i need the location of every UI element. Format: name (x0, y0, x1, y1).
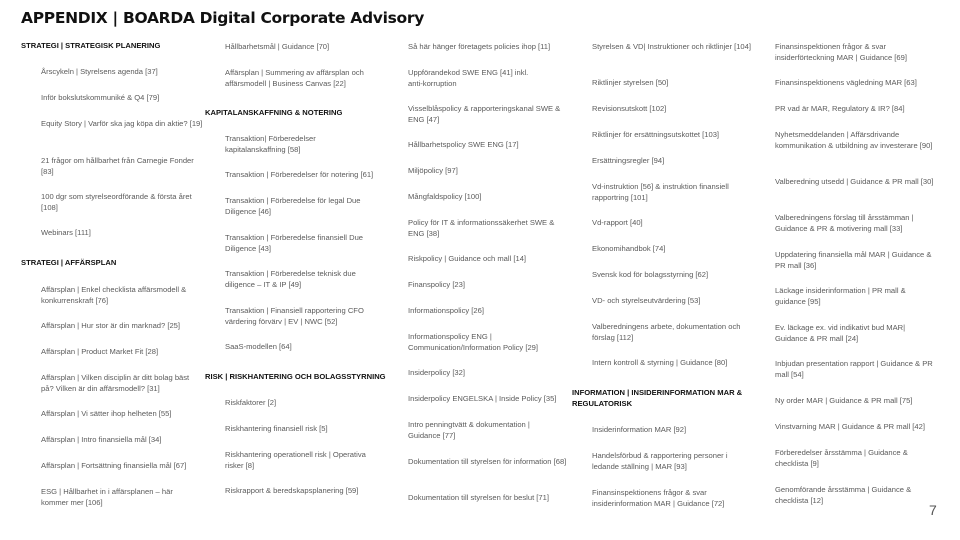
list-item[interactable]: Affärsplan | Summering av affärsplan och affärsmodell | Business Canvas [22] (225, 68, 364, 88)
list-item[interactable]: Finansinspektionens frågor & svar insiderinformation MAR | Guidance [72] (592, 488, 725, 508)
list-item[interactable]: Ekonomihandbok [74] (592, 244, 666, 253)
list-item[interactable]: Mångfaldspolicy [100] (408, 192, 482, 201)
section-heading: STRATEGI | AFFÄRSPLAN (21, 258, 117, 267)
list-item[interactable]: Transaktion| Förberedelser kapitalanskaffning [58] (225, 134, 316, 154)
list-item[interactable]: Affärsplan | Intro finansiella mål [34] (41, 435, 162, 444)
list-item[interactable]: Affärsplan | Vi sätter ihop helheten [55] (41, 409, 172, 418)
list-item[interactable]: Affärsplan | Vilken disciplin är ditt bolag bäst på? Vilken är din affärsmodell? [31] (41, 373, 190, 393)
list-item[interactable]: Vinstvarning MAR | Guidance & PR mall [42] (775, 422, 925, 431)
list-item[interactable]: Riskhantering operationell risk | Operativa risker [8] (225, 450, 366, 470)
list-item[interactable]: Transaktion | Förberedelse finansiell Due Diligence [43] (225, 233, 364, 253)
list-item[interactable]: Inför bokslutskommuniké & Q4 [79] (41, 93, 160, 102)
list-item[interactable]: Så här hänger företagets policies ihop [11] (408, 42, 551, 51)
section-heading: INFORMATION | INSIDERINFORMATION MAR & REGULATORISK (572, 388, 743, 408)
list-item[interactable]: PR vad är MAR, Regulatory & IR? [84] (775, 104, 905, 113)
section-heading: KAPITALANSKAFFNING & NOTERING (205, 108, 343, 117)
list-item[interactable]: Handelsförbud & rapportering personer i ledande ställning | MAR [93] (592, 451, 728, 471)
list-item[interactable]: Insiderpolicy ENGELSKA | Inside Policy [35] (408, 394, 557, 403)
list-item[interactable]: Informationspolicy ENG | Communication/Information Policy [29] (408, 332, 538, 352)
list-item[interactable]: Hållbarhetspolicy SWE ENG [17] (408, 140, 519, 149)
list-item[interactable]: Hållbarhetsmål | Guidance [70] (225, 42, 330, 51)
list-item[interactable]: Transaktion | Finansiell rapportering CFO värdering förvärv | EV | NWC [52] (225, 306, 364, 326)
list-item[interactable]: Dokumentation till styrelsen för beslut [71] (408, 493, 549, 502)
list-item[interactable]: Valberedning utsedd | Guidance & PR mall [30] (775, 177, 934, 186)
section-heading: RISK | RISKHANTERING OCH BOLAGSSTYRNING (205, 372, 386, 381)
list-item[interactable]: Affärsplan | Hur stor är din marknad? [25] (41, 321, 181, 330)
list-item[interactable]: Genomförande årsstämma | Guidance & checklista [12] (775, 485, 912, 505)
list-item[interactable]: Riskhantering finansiell risk [5] (225, 424, 328, 433)
list-item[interactable]: Nyhetsmeddelanden | Affärsdrivande kommunikation & utbildning av investerare [90] (775, 130, 933, 150)
list-item[interactable]: VD- och styrelseutvärdering [53] (592, 296, 701, 305)
list-item[interactable]: Revisionsutskott [102] (592, 104, 667, 113)
list-item[interactable]: Finansinspektionen frågor & svar insiderförteckning MAR | Guidance [69] (775, 42, 907, 62)
list-item[interactable]: Insiderinformation MAR [92] (592, 425, 687, 434)
list-item[interactable]: Affärsplan | Fortsättning finansiella mål [67] (41, 461, 187, 470)
list-item[interactable]: Ev. läckage ex. vid indikativt bud MAR| Guidance & PR mall [24] (775, 323, 906, 343)
list-item[interactable]: Valberedningens arbete, dokumentation och förslag [112] (592, 322, 741, 342)
list-item[interactable]: 21 frågor om hållbarhet från Carnegie Fonder [83] (41, 156, 194, 176)
list-item[interactable]: 100 dgr som styrelseordförande & första året [108] (41, 192, 192, 212)
list-item[interactable]: ESG | Hållbarhet in i affärsplanen – här kommer mer [106] (41, 487, 173, 507)
list-item[interactable]: Miljöpolicy [97] (408, 166, 458, 175)
list-item[interactable]: Policy för IT & informationssäkerhet SWE & ENG [38] (408, 218, 555, 238)
list-item[interactable]: Riskpolicy | Guidance och mall [14] (408, 254, 527, 263)
list-item[interactable]: Läckage insiderinformation | PR mall & guidance [95] (775, 286, 906, 306)
list-item[interactable]: Insiderpolicy [32] (408, 368, 465, 377)
list-item[interactable]: Riktlinjer styrelsen [50] (592, 78, 669, 87)
list-item[interactable]: Styrelsen & VD| Instruktioner och riktlinjer [104] (592, 42, 751, 51)
list-item[interactable]: Equity Story | Varför ska jag köpa din aktie? [19] (41, 119, 203, 128)
page-title: APPENDIX | BOARDA Digital Corporate Advisory (21, 9, 425, 27)
list-item[interactable]: Dokumentation till styrelsen för information [68] (408, 457, 567, 466)
section-heading: STRATEGI | STRATEGISK PLANERING (21, 41, 161, 50)
list-item[interactable]: Visselblåspolicy & rapporteringskanal SWE & ENG [47] (408, 104, 561, 124)
list-item[interactable]: Transaktion | Förberedelse teknisk due diligence – IT & IP [49] (225, 269, 356, 289)
list-item[interactable]: SaaS-modellen [64] (225, 342, 292, 351)
list-item[interactable]: Riskfaktorer [2] (225, 398, 277, 407)
list-item[interactable]: Informationspolicy [26] (408, 306, 484, 315)
list-item[interactable]: Inbjudan presentation rapport | Guidance & PR mall [54] (775, 359, 933, 379)
list-item[interactable]: Finansinspektionens vägledning MAR [63] (775, 78, 917, 87)
list-item[interactable]: Webinars [111] (41, 228, 91, 237)
list-item[interactable]: Intern kontroll & styrning | Guidance [80] (592, 358, 728, 367)
list-item[interactable]: Vd-rapport [40] (592, 218, 643, 227)
list-item[interactable]: Riktlinjer för ersättningsutskottet [103] (592, 130, 720, 139)
list-item[interactable]: Uppförandekod SWE ENG [41] inkl. anti-korruption (408, 68, 529, 88)
list-item[interactable]: Transaktion | Förberedelse för legal Due Diligence [46] (225, 196, 361, 216)
page-number: 7 (929, 502, 937, 518)
list-item[interactable]: Finanspolicy [23] (408, 280, 465, 289)
list-item[interactable]: Transaktion | Förberedelser för notering [61] (225, 170, 374, 179)
list-item[interactable]: Ersättningsregler [94] (592, 156, 665, 165)
list-item[interactable]: Förberedelser årsstämma | Guidance & checklista [9] (775, 448, 908, 468)
list-item[interactable]: Vd-instruktion [56] & instruktion finansiell rapportring [101] (592, 182, 729, 202)
list-item[interactable]: Affärsplan | Enkel checklista affärsmodell & konkurrenskraft [76] (41, 285, 187, 305)
list-item[interactable]: Svensk kod för bolagsstyrning [62] (592, 270, 709, 279)
list-item[interactable]: Uppdatering finansiella mål MAR | Guidance & PR mall [36] (775, 250, 932, 270)
list-item[interactable]: Årscykeln | Styrelsens agenda [37] (41, 67, 158, 76)
list-item[interactable]: Affärsplan | Product Market Fit [28] (41, 347, 159, 356)
list-item[interactable]: Valberedningens förslag till årsstämman | Guidance & PR & motivering mall [33] (775, 213, 914, 233)
list-item[interactable]: Intro penningtvätt & dokumentation | Guidance [77] (408, 420, 530, 440)
list-item[interactable]: Ny order MAR | Guidance & PR mall [75] (775, 396, 913, 405)
list-item[interactable]: Riskrapport & beredskapsplanering [59] (225, 486, 359, 495)
